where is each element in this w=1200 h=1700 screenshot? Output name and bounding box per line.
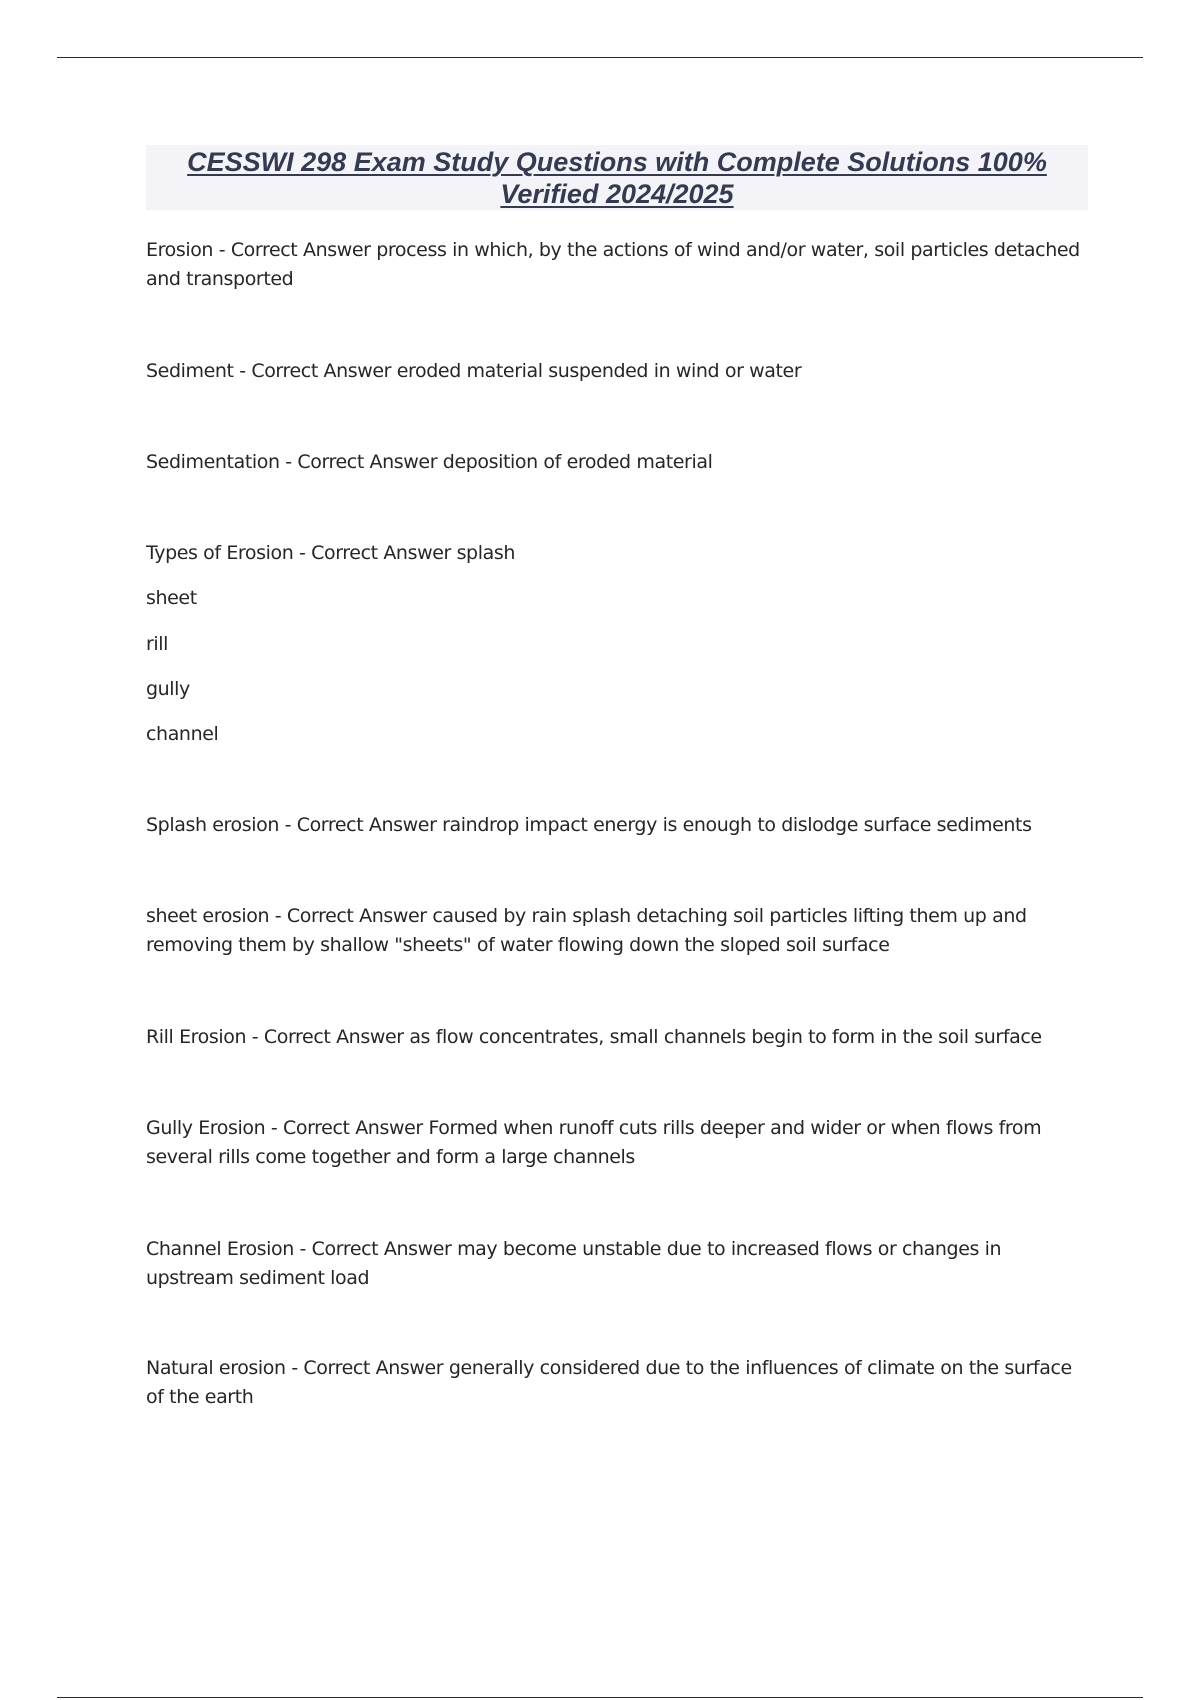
qa-entry-sediment bbox=[146, 357, 1086, 386]
qa-entry-gully-erosion bbox=[146, 1114, 1086, 1172]
qa-term: Erosion bbox=[146, 239, 214, 261]
qa-answer: as flow concentrates, small channels begin to form in the soil surface bbox=[409, 1026, 1042, 1048]
top-rule bbox=[57, 57, 1143, 58]
qa-entry-channel-erosion bbox=[146, 1235, 1086, 1293]
qa-answer: raindrop impact energy is enough to dislodge surface sediments bbox=[442, 814, 1032, 836]
qa-answer: deposition of eroded material bbox=[442, 451, 713, 473]
qa-answer: process in which, by the actions of wind and/or water, soil particles detached and transported bbox=[146, 239, 1080, 290]
qa-separator: - Correct Answer bbox=[246, 1026, 410, 1048]
list-item: gully bbox=[146, 678, 190, 700]
qa-entry-types-of-erosion bbox=[146, 539, 1086, 568]
qa-term: Channel Erosion bbox=[146, 1238, 294, 1260]
qa-answer: generally considered due to the influences of climate on the surface of the earth bbox=[146, 1357, 1072, 1408]
qa-answer: Formed when runoff cuts rills deeper and wider or when flows from several rills come together and form a large channels bbox=[146, 1117, 1042, 1168]
qa-entry-sheet-erosion bbox=[146, 902, 1086, 960]
qa-separator: - Correct Answer bbox=[213, 239, 377, 261]
qa-answer: eroded material suspended in wind or water bbox=[396, 360, 802, 382]
list-item: rill bbox=[146, 633, 169, 655]
qa-separator: - Correct Answer bbox=[265, 1117, 429, 1139]
qa-term: Splash erosion bbox=[146, 814, 279, 836]
qa-separator: - Correct Answer bbox=[278, 814, 443, 836]
qa-answer: may become unstable due to increased flows or changes in upstream sediment load bbox=[146, 1238, 1002, 1289]
qa-term: Sediment bbox=[146, 360, 234, 382]
qa-term: Sedimentation bbox=[146, 451, 280, 473]
document-title bbox=[146, 145, 1088, 210]
list-item: channel bbox=[146, 723, 219, 745]
qa-term: Gully Erosion bbox=[146, 1117, 266, 1139]
qa-separator: - Correct Answer bbox=[285, 1357, 449, 1379]
qa-entry-sedimentation bbox=[146, 448, 1086, 477]
qa-term: sheet erosion bbox=[146, 905, 270, 927]
qa-answer: caused by rain splash detaching soil particles lifting them up and removing them by shallow "sheets" of water flowing down the sloped soil surface bbox=[146, 905, 1027, 956]
qa-separator: - Correct Answer bbox=[293, 1238, 458, 1260]
qa-entry-natural-erosion bbox=[146, 1354, 1086, 1412]
bottom-rule bbox=[57, 1697, 1143, 1698]
qa-separator: - Correct Answer bbox=[269, 905, 433, 927]
qa-entry-splash-erosion bbox=[146, 811, 1086, 840]
qa-separator: - Correct Answer bbox=[233, 360, 397, 382]
title-line-2: Verified 2024/2025 bbox=[500, 179, 734, 209]
qa-term: Types of Erosion bbox=[146, 542, 294, 564]
qa-entry-erosion bbox=[146, 236, 1086, 294]
qa-answer: splash bbox=[456, 542, 515, 564]
list-item: sheet bbox=[146, 587, 197, 609]
qa-entry-rill-erosion bbox=[146, 1023, 1086, 1052]
qa-separator: - Correct Answer bbox=[279, 451, 443, 473]
title-line-1: CESSWI 298 Exam Study Questions with Complete Solutions 100% bbox=[187, 147, 1047, 177]
qa-separator: - Correct Answer bbox=[293, 542, 457, 564]
qa-term: Rill Erosion bbox=[146, 1026, 247, 1048]
qa-term: Natural erosion bbox=[146, 1357, 286, 1379]
